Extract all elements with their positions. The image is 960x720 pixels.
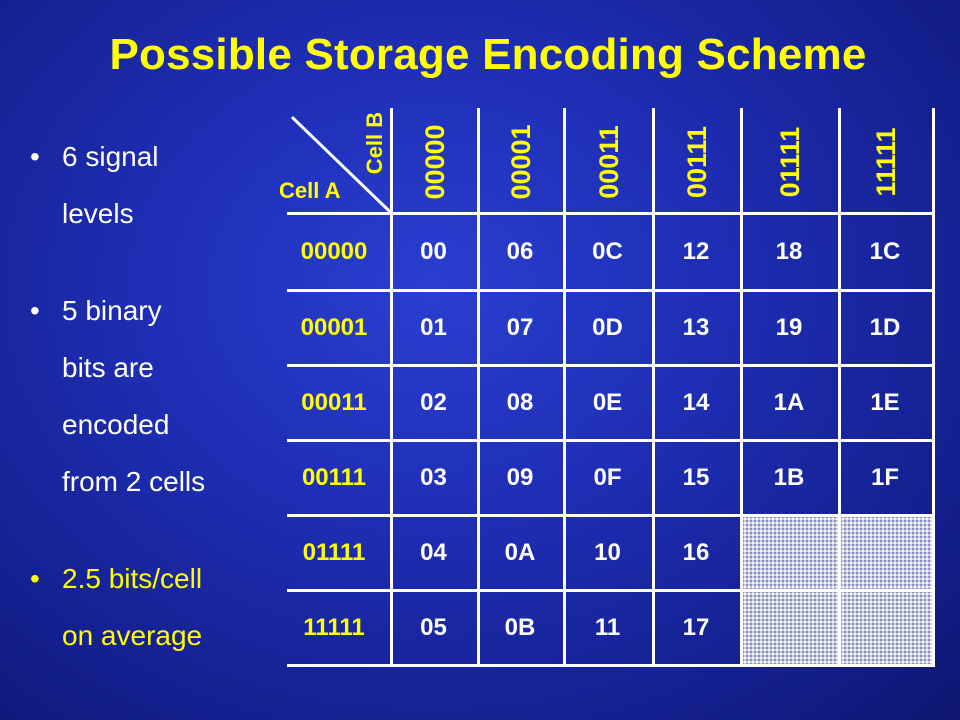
bullet-marker: • (30, 563, 40, 594)
bullet-line: encoded (62, 409, 170, 440)
bullet-marker: • (30, 295, 40, 326)
table-cell: 1D (869, 313, 901, 341)
table-cell: 04 (420, 538, 447, 566)
table-cell: 10 (594, 538, 621, 566)
unused-cell (743, 517, 838, 589)
grid-line-horizontal (287, 664, 935, 667)
table-cell: 1F (870, 463, 899, 491)
bullet-line: bits are (62, 352, 154, 383)
table-cell: 07 (506, 313, 534, 341)
table-cell: 11 (594, 613, 621, 641)
table-cell: 15 (682, 463, 710, 491)
table-cell: 09 (506, 463, 534, 491)
grid-line-horizontal (287, 514, 935, 517)
row-header: 00111 (301, 463, 367, 491)
table-cell: 14 (682, 388, 710, 416)
row-header: 00011 (301, 388, 367, 416)
table-cell: 19 (775, 313, 803, 341)
grid-line-vertical (652, 108, 655, 667)
grid-line-vertical (390, 108, 393, 667)
col-axis-label: Cell B (362, 111, 387, 175)
table-cell: 1A (773, 388, 805, 416)
unused-cell (841, 517, 932, 589)
col-header: 00000 (419, 124, 450, 200)
col-header: 00001 (506, 124, 536, 200)
slide-title: Possible Storage Encoding Scheme (109, 30, 867, 79)
bullet-line: from 2 cells (62, 466, 206, 497)
table-cell: 02 (420, 388, 447, 416)
table-cell: 08 (506, 388, 534, 416)
col-header: 11111 (871, 127, 901, 197)
col-header: 00011 (593, 125, 624, 199)
grid-line-vertical (740, 108, 743, 667)
table-cell: 18 (775, 237, 803, 265)
table-cell: 1B (773, 463, 805, 491)
table-cell: 03 (420, 463, 447, 491)
col-header: 01111 (775, 126, 805, 198)
table-cell: 0B (504, 613, 536, 641)
grid-line-vertical (838, 108, 841, 667)
table-cell: 13 (682, 313, 710, 341)
table-cell: 16 (682, 538, 710, 566)
bullet-line: 5 binary (62, 295, 162, 326)
table-cell: 1C (869, 237, 901, 265)
bullet-line: 2.5 bits/cell (62, 563, 203, 594)
table-cell: 0A (504, 538, 536, 566)
table-cell: 1E (870, 388, 900, 416)
row-header: 01111 (302, 538, 366, 566)
grid-line-horizontal (287, 589, 935, 592)
col-header: 00111 (682, 125, 712, 199)
row-axis-label: Cell A (279, 178, 341, 203)
grid-line-vertical (477, 108, 480, 667)
grid-line-horizontal (287, 212, 935, 215)
unused-cell (841, 592, 932, 664)
table-cell: 0F (593, 463, 622, 491)
table-cell: 12 (682, 237, 710, 265)
bullet-marker: • (30, 141, 40, 172)
table-cell: 01 (420, 313, 447, 341)
grid-line-horizontal (287, 289, 935, 292)
table-cell: 17 (682, 613, 710, 641)
table-cell: 05 (420, 613, 447, 641)
grid-line-horizontal (287, 364, 935, 367)
table-cell: 0C (592, 237, 623, 265)
bullet-line: levels (62, 198, 134, 229)
row-header: 00001 (300, 313, 368, 341)
grid-line-horizontal (287, 439, 935, 442)
bullet-line: on average (62, 620, 203, 651)
table-cell: 0D (592, 313, 623, 341)
unused-cell (743, 592, 838, 664)
table-cell: 06 (506, 237, 534, 265)
grid-line-vertical (932, 108, 935, 667)
row-header: 00000 (300, 237, 368, 265)
row-header: 11111 (303, 613, 365, 641)
table-cell: 0E (592, 388, 623, 416)
grid-line-vertical (563, 108, 566, 667)
table-cell: 00 (420, 237, 447, 265)
bullet-line: 6 signal (62, 141, 159, 172)
